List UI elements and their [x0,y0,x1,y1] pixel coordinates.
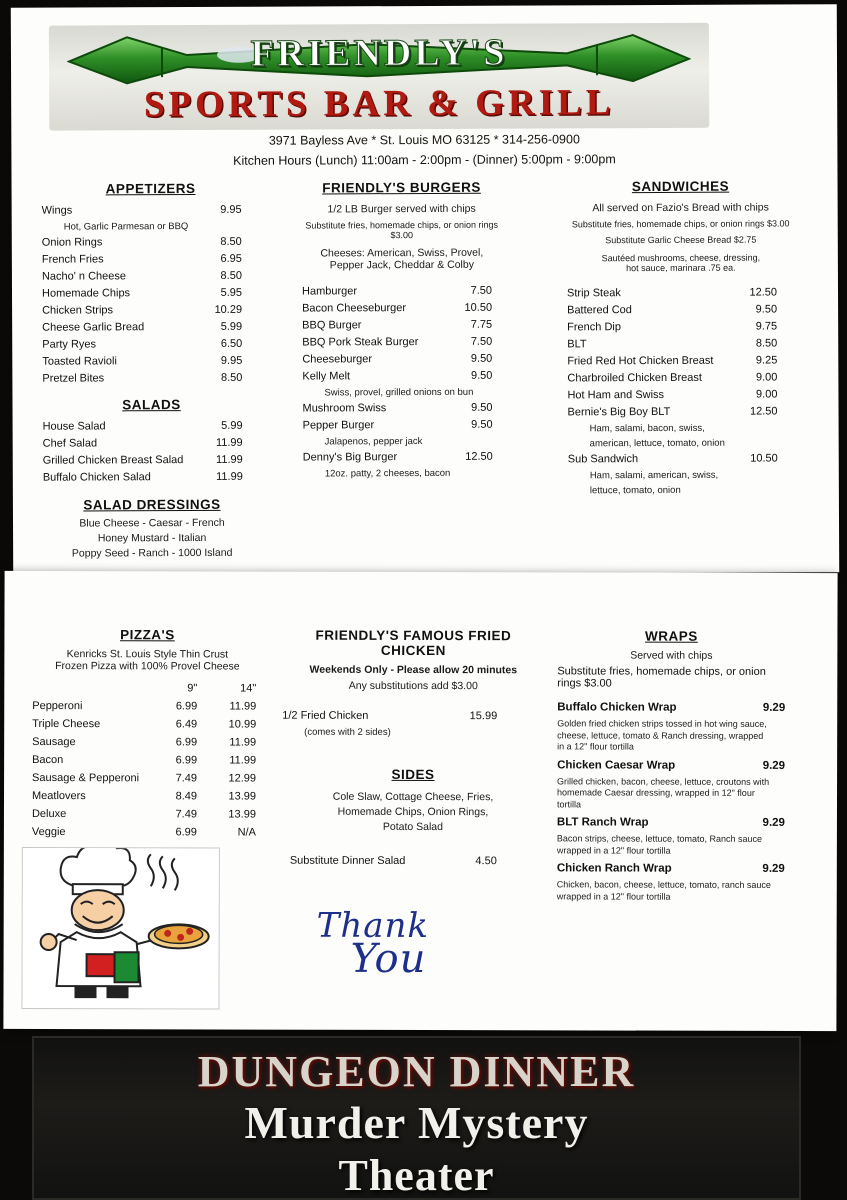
menu-item-name: Onion Rings [41,236,103,249]
menu-item-row [302,302,492,320]
burgers-note-3: Pepper Jack, Cheddar & Colby [329,258,474,272]
menu-item-price: 11.99 [216,470,243,483]
menu-item-row [43,437,243,455]
wrap-name: Buffalo Chicken Wrap [557,701,677,714]
menu-item-row [567,320,777,338]
menu-item-name: Party Ryes [42,338,97,351]
menu-item-description: Hot, Garlic Parmesan or BBQ [63,221,189,233]
menu-item-row [302,402,492,420]
pizza-name: Deluxe [31,807,67,821]
section-pizzas [32,627,263,845]
menu-item-row [567,286,777,304]
wrap-description: Golden fried chicken strips tossed in hot wing sauce, cheese, lettuce, tomato & Ranch dressing, wrapped in a 12" flour tortilla [557,718,767,752]
pizza-price-9in: 8.49 [175,790,198,803]
menu-item-row [42,321,242,339]
menu-item-price: 10.29 [214,303,243,316]
pizza-name: Sausage & Pepperoni [32,771,140,785]
menu-item-price: 9.00 [756,388,778,401]
thank-you-line2: You [350,935,427,983]
salad-dressing-line: Blue Cheese - Caesar - French [79,516,225,530]
pizza-price-9in: 6.49 [175,718,198,731]
chef-illustration [21,847,219,1010]
menu-item-price: 9.50 [471,401,493,414]
sides-title: SIDES [391,766,435,783]
menu-item-row [42,253,242,271]
menu-item-name: Wings [41,204,73,217]
menu-item-name: 1/2 Fried Chicken [282,709,369,722]
thank-you-line1: Thank [316,905,430,947]
menu-item-price: 9.95 [220,203,242,216]
thank-you-graphic [299,902,479,992]
sandwiches-note-0: All served on Fazio's Bread with chips [592,201,769,215]
menu-item-price: 7.50 [470,335,493,348]
sandwiches-note-3: Sautéed mushrooms, cheese, dressing, [601,252,761,264]
sides-line: Potato Salad [382,820,444,834]
menu-item-price: 7.50 [470,284,493,297]
menu-item-name: Charbroiled Chicken Breast [567,371,702,385]
burgers-note-0: 1/2 LB Burger served with chips [327,202,476,216]
pizza-name: Veggie [31,825,66,839]
pizza-price-14in: 11.99 [229,700,257,713]
menu-item-price: 9.50 [471,418,493,431]
menu-item-price: 10.50 [750,452,778,465]
burgers-note-2: Cheeses: American, Swiss, Provel, [320,246,484,260]
pizza-price-14in: 10.99 [228,718,257,731]
menu-item-row [43,471,243,489]
menu-item-price: 5.95 [220,286,243,299]
wrap-item [557,862,785,903]
pizza-row [32,808,262,827]
menu-item-price: 11.99 [215,453,243,466]
pizza-price-9in: 7.49 [175,772,198,785]
sides-substitute-name: Substitute Dinner Salad [289,854,406,867]
pizza-price-9in: 6.99 [175,700,198,713]
menu-item-name: BBQ Pork Steak Burger [302,336,419,349]
burgers-note-1: Substitute fries, homemade chips, or onion rings $3.00 [305,219,499,241]
menu-item-row [303,451,493,469]
wraps-title: WRAPS [645,628,698,644]
menu-item-description: american, lettuce, tomato, onion [589,437,725,450]
menu-item-price: 6.95 [220,252,242,265]
sandwiches-list [567,286,796,500]
menu-item-row [282,710,497,728]
dungeon-dinner-banner [32,1036,801,1200]
salad-dressings-list [43,516,261,562]
dungeon-line3: Theater [338,1151,495,1200]
salad-dressing-line: Honey Mustard - Italian [97,531,207,545]
menu-item-name: Nacho' n Cheese [41,270,127,283]
section-burgers [302,180,503,484]
menu-item-price: 11.99 [215,436,243,449]
menu-item-name: French Fries [41,253,104,266]
menu-item-price: 9.50 [755,303,778,316]
menu-item-name: Battered Cod [567,304,632,317]
salad-dressing-line: Poppy Seed - Ranch - 1000 Island [71,546,233,560]
menu-item-price: 12.50 [749,286,778,299]
wrap-price: 9.29 [762,701,786,714]
menu-item-price: 10.50 [464,301,493,314]
pizza-price-9in: 7.49 [175,808,197,821]
wrap-item [557,816,785,857]
menu-item-price: 6.50 [220,337,243,350]
menu-item-description: Ham, salami, american, swiss, [589,469,719,482]
menu-item-price: 8.50 [220,235,242,248]
menu-item-name: Sub Sandwich [567,453,639,466]
menu-item-row [567,337,777,355]
menu-item-name: Hamburger [301,285,358,298]
pizza-price-14in: 13.99 [228,790,257,803]
menu-item-price: 9.95 [220,354,243,367]
logo-text-primary: FRIENDLY'S [250,31,508,75]
menu-item-description: (comes with 2 sides) [304,726,391,738]
pizza-size-9-header: 9" [187,682,198,695]
menu-item-description: Swiss, provel, grilled onions on bun [324,386,474,399]
menu-item-price: 9.75 [755,320,778,333]
menu-item-row [43,454,243,472]
sandwiches-note-2: Substitute Garlic Cheese Bread $2.75 [605,234,757,246]
wraps-note-1: Substitute fries, homemade chips, or onion [557,665,766,678]
menu-item-row [42,338,242,356]
menu-item-price: 8.50 [220,269,242,282]
menu-item-row [43,420,243,438]
menu-item-name: Denny's Big Burger [302,451,398,464]
menu-item-price: 7.75 [470,318,493,331]
wrap-name: Chicken Ranch Wrap [556,862,672,875]
menu-item-name: French Dip [567,321,621,334]
menu-item-row [568,452,778,470]
pizza-name: Sausage [32,735,76,749]
menu-item-row [42,304,242,322]
pizza-price-9in: 6.99 [175,826,197,839]
menu-item-name: Bernie's Big Boy BLT [567,405,671,419]
wrap-header [557,816,785,834]
restaurant-logo-banner [49,23,709,131]
menu-page-bottom [3,571,837,1031]
fried-chicken-title: FRIENDLY'S FAMOUS FRIED CHICKEN [315,627,512,659]
pizza-price-14in: 13.99 [228,808,256,821]
pizza-row [32,718,262,737]
menu-item-name: BBQ Burger [302,319,362,332]
pizza-row [32,826,262,845]
pizza-size-header [32,682,262,701]
wrap-description: Grilled chicken, bacon, cheese, lettuce, croutons with homemade Caesar dressing, wrapped in 12" flour tortilla [556,775,770,809]
pizza-size-14-header: 14" [240,682,257,695]
menu-page-top [11,4,839,576]
pizzas-note-0: Kenricks St. Louis Style Thin Crust [66,648,229,661]
pizza-price-14in: N/A [237,826,256,839]
fried-chicken-note-0: Weekends Only - Please allow 20 minutes [309,663,518,677]
pizza-row [32,736,262,755]
wrap-header [557,701,785,719]
menu-item-name: Buffalo Chicken Salad [42,471,151,484]
menu-item-row [302,336,492,354]
menu-item-row [42,270,242,288]
section-wraps [557,628,786,909]
section-salad-dressings [43,497,261,562]
sides-substitute-price: 4.50 [475,855,497,868]
menu-item-name: Chicken Strips [42,304,114,317]
menu-item-row [567,371,777,389]
menu-item-price: 8.50 [755,337,778,350]
sides-line: Cole Slaw, Cottage Cheese, Fries, [332,790,494,804]
section-salads [42,397,260,489]
menu-item-price: 9.50 [470,352,493,365]
pizza-price-14in: 12.99 [228,772,257,785]
wrap-item [557,701,785,753]
burgers-list [302,285,503,484]
menu-item-row [302,285,492,303]
menu-item-name: Hot Ham and Swiss [567,388,665,402]
pizza-name: Bacon [32,753,64,767]
chef-with-pizza-icon [22,848,218,1009]
section-sandwiches [567,178,796,500]
salads-title: SALADS [122,397,181,413]
sandwiches-title: SANDWICHES [631,178,730,195]
wrap-price: 9.29 [762,862,785,875]
salads-list [43,420,261,489]
menu-item-name: Cheeseburger [302,353,373,366]
menu-item-name: Chef Salad [42,437,98,450]
pizzas-list [32,700,262,845]
wrap-price: 9.29 [762,759,786,772]
menu-item-row [42,372,242,390]
wrap-description: Chicken, bacon, cheese, lettuce, tomato, ranch sauce wrapped in a 12" flour tortilla [556,879,771,902]
fried-chicken-note-1: Any substitutions add $3.00 [348,679,478,693]
menu-item-price: 12.50 [465,450,493,463]
dungeon-line2: Murder Mystery [244,1097,589,1148]
menu-item-name: Pretzel Bites [42,372,105,385]
pizza-price-14in: 11.99 [229,754,257,767]
menu-item-description: lettuce, tomato, onion [589,484,681,497]
menu-item-name: Strip Steak [566,287,621,300]
menu-item-price: 15.99 [469,710,498,723]
menu-item-description: Ham, salami, bacon, swiss, [589,422,705,435]
sides-list [282,790,544,836]
menu-item-name: Fried Red Hot Chicken Breast [567,354,714,368]
restaurant-hours: Kitchen Hours (Lunch) 11:00am - 2:00pm - (Dinner) 5:00pm - 9:00pm [233,152,616,168]
logo-text-secondary: SPORTS BAR & GRILL [143,82,615,126]
wrap-name: Chicken Caesar Wrap [557,758,676,772]
menu-item-row [302,353,492,371]
menu-item-row [42,287,242,305]
appetizers-title: APPETIZERS [105,181,196,197]
section-sides [282,767,544,873]
menu-item-price: 12.50 [749,405,778,418]
menu-item-name: BLT [567,338,587,351]
wrap-header [557,759,785,777]
burgers-title: FRIENDLY'S BURGERS [322,179,481,196]
sides-substitute-row [282,855,497,873]
menu-item-row [42,204,242,222]
wrap-price: 9.29 [762,816,785,829]
menu-item-name: Kelly Melt [302,370,351,383]
menu-item-name: Homemade Chips [41,287,131,300]
menu-item-name: Pepper Burger [302,419,375,432]
pizza-price-9in: 6.99 [175,754,198,767]
menu-item-name: Cheese Garlic Bread [42,321,145,334]
menu-item-description: 12oz. patty, 2 cheeses, bacon [324,467,451,480]
menu-item-name: Bacon Cheeseburger [302,302,407,315]
section-appetizers [42,181,261,390]
dungeon-line1: DUNGEON DINNER [197,1047,636,1096]
menu-item-price: 9.00 [755,371,778,384]
appetizers-list [42,204,261,390]
menu-item-name: Mushroom Swiss [302,402,387,415]
sandwiches-note-4: hot sauce, marinara .75 ea. [626,262,736,274]
menu-item-row [42,355,242,373]
salad-dressings-title: SALAD DRESSINGS [83,496,221,513]
pizza-row [32,700,262,719]
pizza-name: Triple Cheese [32,717,101,731]
menu-item-row [568,405,778,423]
pizza-row [32,772,262,791]
wrap-item [557,759,785,811]
menu-item-price: 8.50 [220,371,243,384]
menu-item-row [303,419,493,437]
menu-item-row [302,319,492,337]
menu-item-price: 5.99 [220,320,243,333]
pizza-row [32,790,262,809]
pizza-name: Pepperoni [32,699,83,713]
menu-item-price: 5.99 [221,419,243,432]
wraps-note-0: Served with chips [630,649,713,662]
wrap-header [557,862,785,880]
wrap-name: BLT Ranch Wrap [556,816,649,829]
pizza-price-14in: 11.99 [229,736,257,749]
sandwiches-note-1: Substitute fries, homemade chips, or onion rings $3.00 [571,218,790,230]
section-fried-chicken [282,628,544,743]
restaurant-address: 3971 Bayless Ave * St. Louis MO 63125 * 314-256-0900 [268,132,580,148]
menu-item-row [567,303,777,321]
menu-item-name: Toasted Ravioli [42,355,117,368]
menu-item-row [567,354,777,372]
pizzas-note-1: Frozen Pizza with 100% Provel Cheese [55,660,240,673]
menu-item-row [42,236,242,254]
pizzas-title: PIZZA'S [120,627,175,643]
pizza-row [32,754,262,773]
sides-line: Homemade Chips, Onion Rings, [337,805,489,819]
pizza-name: Meatlovers [31,789,86,803]
menu-item-row [567,388,777,406]
wraps-list [557,701,786,903]
menu-item-description: Jalapenos, pepper jack [324,436,423,448]
menu-item-price: 9.25 [755,354,778,367]
menu-item-price: 9.50 [470,369,493,382]
pizza-price-9in: 6.99 [175,736,198,749]
wrap-description: Bacon strips, cheese, lettuce, tomato, Ranch sauce wrapped in a 12" flour tortilla [556,833,763,856]
menu-item-row [302,370,492,388]
menu-item-name: House Salad [42,420,106,433]
wraps-note-2: rings $3.00 [557,677,612,690]
fried-chicken-list [282,710,544,743]
menu-item-name: Grilled Chicken Breast Salad [42,454,184,467]
